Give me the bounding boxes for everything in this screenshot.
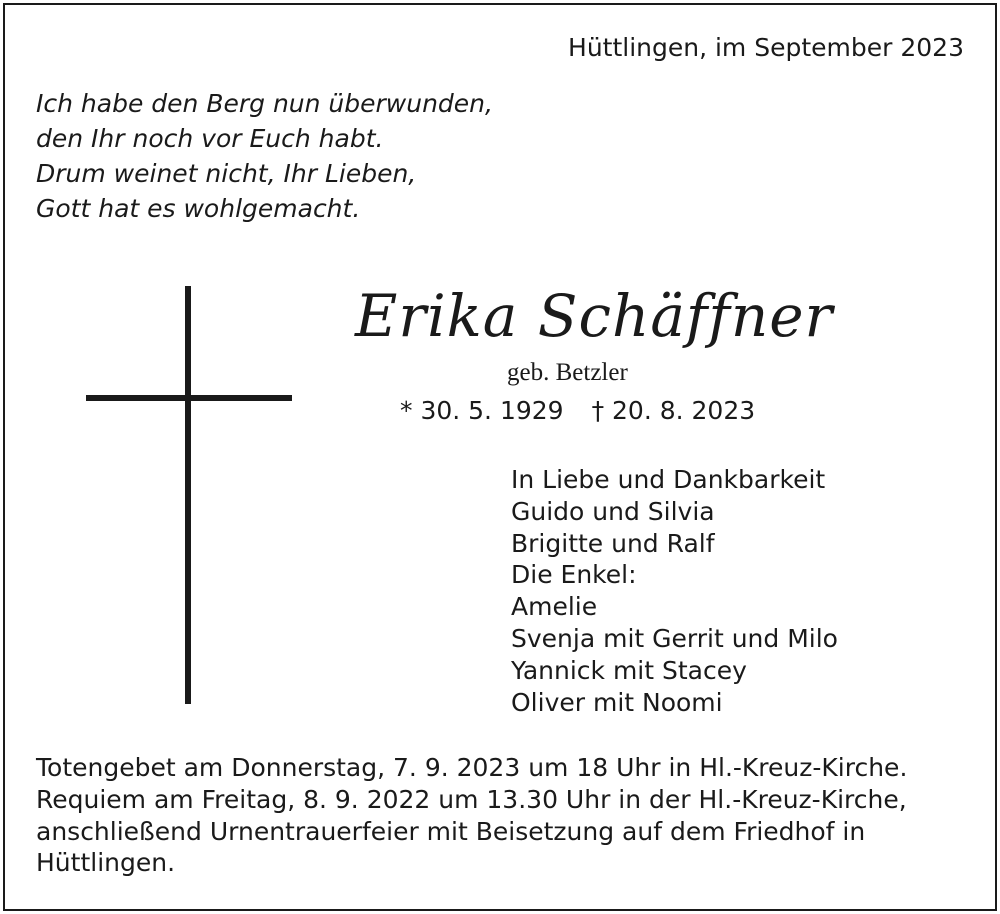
mourner-line: In Liebe und Dankbarkeit [511,465,826,494]
poem-line: Ich habe den Berg nun überwunden, [36,89,493,118]
place-date: Hüttlingen, im September 2023 [568,33,964,62]
maiden-name: geb. Betzler [507,359,628,386]
mourner-line: Guido und Silvia [511,496,715,526]
poem-line: Drum weinet nicht, Ihr Lieben, [36,159,417,188]
mourner-line: Amelie [511,592,598,622]
ceremony-line: Requiem am Freitag, 8. 9. 2022 um 13.30 Uhr in der Hl.-Kreuz-Kirche, [36,784,907,814]
ceremony-line: Totengebet am Donnerstag, 7. 9. 2023 um 18 Uhr in Hl.-Kreuz-Kirche. [36,753,908,782]
birth-date: * 30. 5. 1929 [400,396,564,425]
deceased-name: Erika Schäffner [355,282,834,350]
poem [36,86,493,226]
cross-vertical-bar [185,286,191,704]
ceremony-line: Hüttlingen. [36,848,176,878]
cross-horizontal-bar [86,395,292,401]
mourner-line: Yannick mit Stacey [511,655,747,685]
poem-line: den Ihr noch vor Euch habt. [36,124,384,153]
mourner-line: Svenja mit Gerrit und Milo [511,623,838,653]
life-dates [400,395,755,427]
poem-line: Gott hat es wohlgemacht. [36,194,361,223]
ceremony-line: anschließend Urnentrauerfeier mit Beisetzung auf dem Friedhof in [36,816,866,846]
mourner-line: Oliver mit Noomi [511,687,723,717]
ceremony-info [36,752,907,879]
mourner-line: Brigitte und Ralf [511,528,715,558]
death-date: † 20. 8. 2023 [591,396,756,425]
mourner-line: Die Enkel: [511,560,637,590]
mourners-list [511,464,838,718]
